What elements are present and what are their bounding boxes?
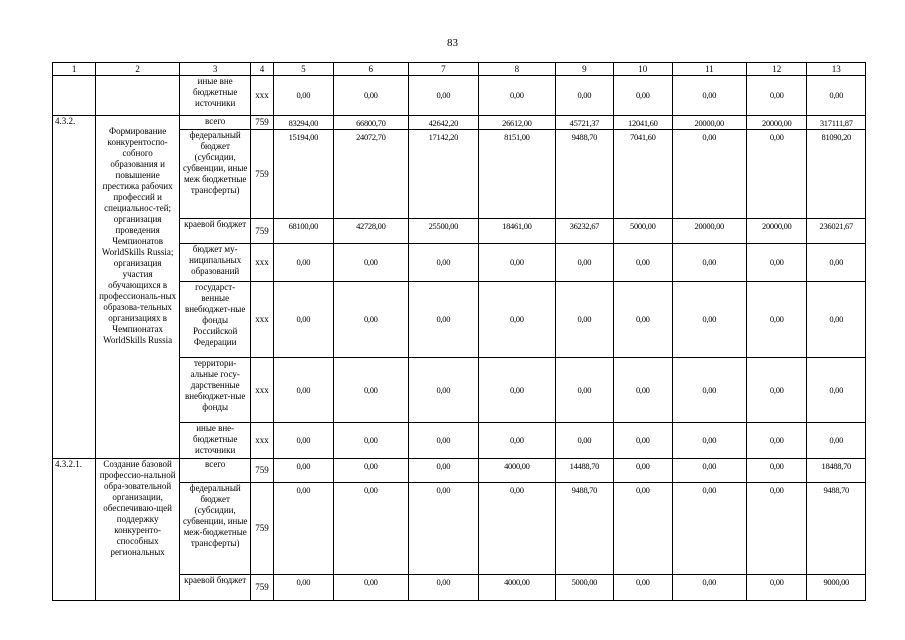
table-row [53,116,866,130]
value-cell: 0,00 [479,483,556,575]
value-cell: 17142,20 [408,130,479,219]
code-cell [53,76,96,116]
header-cell: 1 [53,63,96,76]
value-cell: 0,00 [747,358,807,423]
value-cell: 20000,00 [672,219,747,244]
value-cell: 0,00 [614,76,672,116]
value-cell: 0,00 [334,459,409,483]
kbk-cell: ххх [251,76,273,116]
value-cell: 0,00 [747,76,807,116]
value-cell: 0,00 [614,483,672,575]
value-cell: 0,00 [408,459,479,483]
source-cell: краевой бюджет [179,219,251,244]
value-cell: 5000,00 [614,219,672,244]
value-cell: 0,00 [479,423,556,459]
value-cell: 0,00 [807,423,866,459]
value-cell: 0,00 [408,423,479,459]
value-cell: 25500,00 [408,219,479,244]
value-cell: 0,00 [747,459,807,483]
value-cell: 0,00 [807,244,866,282]
value-cell: 42728,00 [334,219,409,244]
value-cell: 0,00 [273,358,333,423]
source-cell: иные вне бюджетные источники [179,76,251,116]
value-cell: 0,00 [672,423,747,459]
kbk-cell: 759 [251,116,273,130]
value-cell: 0,00 [334,244,409,282]
value-cell: 0,00 [747,130,807,219]
value-cell: 14488,70 [555,459,613,483]
value-cell: 0,00 [273,282,333,358]
table-body [53,63,866,601]
header-row [53,63,866,76]
value-cell: 0,00 [408,244,479,282]
value-cell: 0,00 [273,423,333,459]
kbk-cell: 759 [251,459,273,483]
source-cell: территори-альные госу-дарственные внебюджет-ные фонды [179,358,251,423]
kbk-cell: ххх [251,358,273,423]
value-cell: 81090,20 [807,130,866,219]
value-cell: 0,00 [614,358,672,423]
value-cell: 66800,70 [334,116,409,130]
value-cell: 45721,37 [555,116,613,130]
value-cell: 24072,70 [334,130,409,219]
value-cell: 5000,00 [555,575,613,601]
source-cell: федеральный бюджет (субсидии, субвенции, иные меж бюджетные трансферты) [179,130,251,219]
value-cell: 0,00 [408,483,479,575]
value-cell: 0,00 [334,358,409,423]
value-cell: 0,00 [408,282,479,358]
value-cell: 26612,00 [479,116,556,130]
header-cell: 13 [807,63,866,76]
value-cell: 0,00 [614,244,672,282]
value-cell: 0,00 [747,423,807,459]
value-cell: 0,00 [273,76,333,116]
value-cell: 0,00 [747,575,807,601]
source-cell: иные вне-бюджетные источники [179,423,251,459]
section-code: 4.3.2.1. [53,459,96,601]
value-cell: 0,00 [614,423,672,459]
value-cell: 0,00 [408,575,479,601]
value-cell: 9000,00 [807,575,866,601]
header-cell: 3 [179,63,251,76]
source-cell: бюджет му-ниципальных образований [179,244,251,282]
value-cell: 68100,00 [273,219,333,244]
value-cell: 0,00 [672,575,747,601]
value-cell: 0,00 [672,244,747,282]
budget-table [52,62,866,601]
value-cell: 0,00 [747,282,807,358]
value-cell: 0,00 [479,358,556,423]
value-cell: 236021,67 [807,219,866,244]
value-cell: 0,00 [334,575,409,601]
source-cell: краевой бюджет [179,575,251,601]
value-cell: 0,00 [273,459,333,483]
value-cell: 0,00 [672,358,747,423]
table-row [53,459,866,483]
value-cell: 36232,67 [555,219,613,244]
value-cell: 0,00 [672,459,747,483]
value-cell: 18461,00 [479,219,556,244]
header-cell: 10 [614,63,672,76]
value-cell: 0,00 [479,282,556,358]
value-cell: 0,00 [672,282,747,358]
kbk-cell: 759 [251,483,273,575]
value-cell: 0,00 [334,423,409,459]
source-cell: всего [179,116,251,130]
header-cell: 7 [408,63,479,76]
value-cell: 0,00 [807,358,866,423]
page-number: 83 [447,37,458,49]
value-cell: 317111,87 [807,116,866,130]
value-cell: 0,00 [672,76,747,116]
value-cell: 20000,00 [672,116,747,130]
value-cell: 0,00 [672,130,747,219]
section-name: Формирование конкурентоспо-собного образования и повышение престижа рабочих профессий и специальнос-тей; организация проведения Чемпионатов WorldSkills Russia; организация участия обучающихся в профессиональ-ных образова-тельных организациях в Чемпионатах WorldSkills Russia [96,116,180,459]
value-cell: 0,00 [334,76,409,116]
value-cell: 8151,00 [479,130,556,219]
value-cell: 0,00 [555,76,613,116]
header-cell: 9 [555,63,613,76]
value-cell: 0,00 [408,358,479,423]
kbk-cell: 759 [251,219,273,244]
kbk-cell: ххх [251,423,273,459]
value-cell: 4000,00 [479,575,556,601]
value-cell: 83294,00 [273,116,333,130]
value-cell: 9488,70 [807,483,866,575]
header-cell: 2 [96,63,180,76]
value-cell: 42642,20 [408,116,479,130]
value-cell: 0,00 [555,358,613,423]
value-cell: 0,00 [807,282,866,358]
value-cell: 0,00 [614,575,672,601]
header-cell: 12 [747,63,807,76]
value-cell: 7041,60 [614,130,672,219]
kbk-cell: ххх [251,244,273,282]
value-cell: 0,00 [479,244,556,282]
value-cell: 0,00 [273,483,333,575]
value-cell: 0,00 [807,76,866,116]
value-cell: 0,00 [408,76,479,116]
source-cell: всего [179,459,251,483]
value-cell: 0,00 [334,483,409,575]
source-cell: федеральный бюджет (субсидии, субвенции, иные меж-бюджетные трансферты) [179,483,251,575]
section-code: 4.3.2. [53,116,96,459]
value-cell: 0,00 [747,483,807,575]
kbk-cell: 759 [251,130,273,219]
header-cell: 4 [251,63,273,76]
value-cell: 0,00 [479,76,556,116]
name-cell [96,76,180,116]
value-cell: 9488,70 [555,130,613,219]
value-cell: 20000,00 [747,219,807,244]
table-row [53,76,866,116]
header-cell: 11 [672,63,747,76]
source-cell: государст-венные внебюджет-ные фонды Российской Федерации [179,282,251,358]
kbk-cell: 759 [251,575,273,601]
value-cell: 0,00 [555,423,613,459]
value-cell: 0,00 [747,244,807,282]
value-cell: 0,00 [614,282,672,358]
value-cell: 9488,70 [555,483,613,575]
value-cell: 0,00 [273,244,333,282]
value-cell: 0,00 [334,282,409,358]
value-cell: 4000,00 [479,459,556,483]
section-name: Создание базовой профессио-нальной обра-зовательной организации, обеспечиваю-щей поддержку конкурентo-способных региональных [96,459,180,601]
value-cell: 12041,60 [614,116,672,130]
value-cell: 0,00 [672,483,747,575]
value-cell: 0,00 [555,244,613,282]
header-cell: 6 [334,63,409,76]
header-cell: 8 [479,63,556,76]
value-cell: 15194,00 [273,130,333,219]
value-cell: 18488,70 [807,459,866,483]
value-cell: 0,00 [273,575,333,601]
value-cell: 20000,00 [747,116,807,130]
header-cell: 5 [273,63,333,76]
value-cell: 0,00 [614,459,672,483]
kbk-cell: ххх [251,282,273,358]
value-cell: 0,00 [555,282,613,358]
